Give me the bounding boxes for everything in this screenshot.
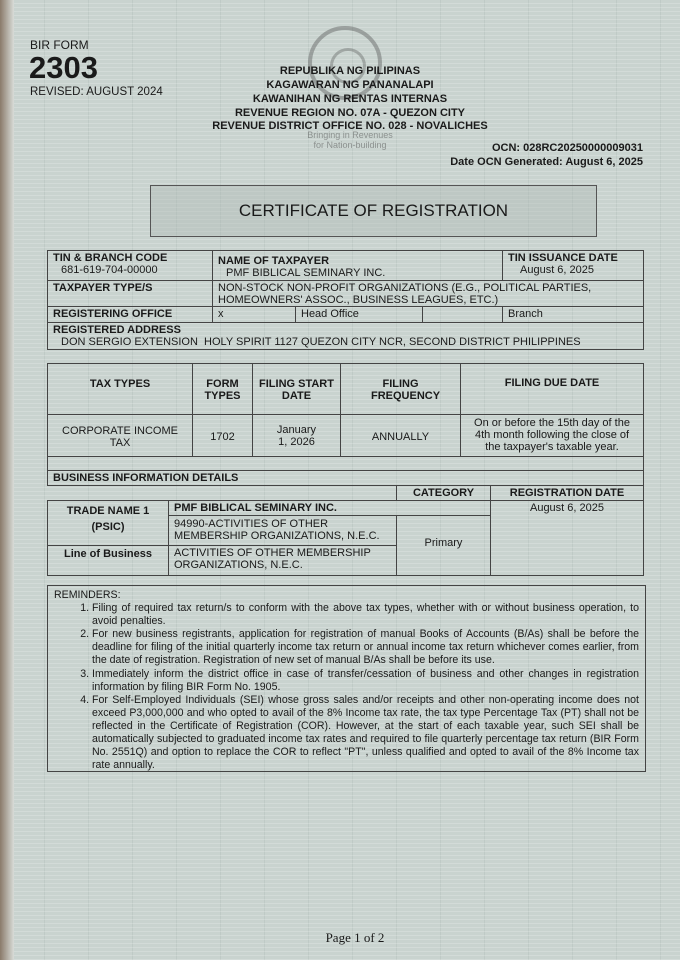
head-office-checkbox: x [212, 306, 296, 323]
motto-line: for Nation-building [313, 140, 387, 150]
form-label: BIR FORM [30, 38, 89, 52]
tin-label: TIN & BRANCH CODE [53, 252, 168, 264]
spacer-row [47, 456, 644, 471]
header-line: REPUBLIKA NG PILIPINAS [279, 65, 421, 77]
paper-edge [0, 0, 14, 960]
tin-cell [47, 250, 213, 281]
name-cell [212, 250, 503, 281]
reminder-item: 4. For Self-Employed Individuals (SEI) whose gross sales and/or receipts and other non-operating income does not exceed P3,000,000 and who opted to avail of the 8% Income tax rate, the tax type Percentage Tax (PT) shall not be reflected in the Certificate of Registration (COR). However, at the start of each taxable year, such SEI shall be automatically subjected to graduated income tax rates and required to file quarterly percentage tax return (BIR Form No. 2551Q) and option to replace the COR to reflect "PT", unless qualified and opted to avail of the 8% Income tax rate annually. [92, 694, 639, 773]
filing-frequency-value: ANNUALLY [340, 414, 461, 457]
filing-start-value: January 1, 2026 [252, 414, 341, 457]
header-line: KAWANIHAN NG RENTAS INTERNAS [252, 93, 448, 105]
col-form-types: FORM TYPES [192, 363, 253, 415]
trade-name-label [47, 500, 169, 546]
col-tax-types: TAX TYPES [47, 363, 193, 415]
col-filing-frequency: FILING FREQUENCY [340, 363, 461, 415]
address-cell [47, 322, 644, 350]
form-type-value: 1702 [192, 414, 253, 457]
trade-name-label-text: TRADE NAME 1 [66, 505, 150, 517]
motto-line: Bringing in Revenues [307, 130, 393, 140]
type-label: TAXPAYER TYPE/S [47, 280, 213, 307]
motto [290, 130, 410, 150]
address-value: DON SERGIO EXTENSION HOLY SPIRIT 1127 QUEZON CITY NCR, SECOND DISTRICT PHILIPPINES [61, 336, 581, 348]
tin-value: 681-619-704-00000 [61, 264, 158, 276]
reg-date-value: August 6, 2025 [490, 500, 644, 576]
page-number: Page 1 of 2 [325, 930, 385, 945]
office-label: REGISTERING OFFICE [47, 306, 213, 323]
reminder-item: 3. Immediately inform the district office in case of transfer/cessation of business and other changes in registration information by filing BIR Form No. 1905. [92, 668, 639, 694]
issuance-cell [502, 250, 644, 281]
name-value: PMF BIBLICAL SEMINARY INC. [226, 267, 386, 279]
ocn-date: Date OCN Generated: August 6, 2025 [450, 156, 643, 168]
category-value: Primary [396, 515, 491, 576]
issuance-value: August 6, 2025 [520, 264, 595, 276]
header-line: REVENUE DISTRICT OFFICE NO. 028 - NOVALICHES [212, 120, 488, 132]
reminder-item: 1. Filing of required tax return/s to conform with the above tax types, whether with or without business operation, to avoid penalties. [92, 602, 639, 628]
lob-value: ACTIVITIES OF OTHER MEMBERSHIP ORGANIZATIONS, N.E.C. [168, 545, 397, 576]
reg-date-label: REGISTRATION DATE [490, 485, 644, 501]
ocn: OCN: 028RC20250000009031 [491, 142, 643, 154]
certificate-title: CERTIFICATE OF REGISTRATION [150, 185, 597, 237]
address-label: REGISTERED ADDRESS [53, 324, 181, 336]
reminders-box [47, 585, 646, 772]
form-number: 2303 [29, 50, 98, 85]
psic-value: 94990-ACTIVITIES OF OTHER MEMBERSHIP ORGANIZATIONS, N.E.C. [168, 515, 397, 546]
business-section-label: BUSINESS INFORMATION DETAILS [47, 470, 644, 486]
category-label: CATEGORY [396, 485, 491, 501]
lob-label: Line of Business [47, 545, 169, 576]
type-value: NON-STOCK NON-PROFIT ORGANIZATIONS (E.G., POLITICAL PARTIES, HOMEOWNERS' ASSOC., BUSINESS LEAGUES, ETC.) [212, 280, 644, 307]
head-office-label: Head Office [295, 306, 423, 323]
header-line: REVENUE REGION NO. 07A - QUEZON CITY [234, 107, 465, 119]
trade-name-value: PMF BIBLICAL SEMINARY INC. [168, 500, 491, 516]
name-label: NAME OF TAXPAYER [218, 255, 330, 267]
col-due-date: FILING DUE DATE [460, 363, 644, 415]
branch-checkbox [422, 306, 503, 323]
col-filing-start: FILING START DATE [252, 363, 341, 415]
tax-type-value: CORPORATE INCOME TAX [47, 414, 193, 457]
header-line: KAGAWARAN NG PANANALAPI [266, 79, 434, 91]
reminder-item: 2. For new business registrants, application for registration of manual Books of Accounts (B/As) shall be before the deadline for filing of the initial quarterly income tax return or annual income tax return whichever comes earlier, from the date of registration. Registration of new set of manual B/As shall be before its use. [92, 628, 639, 667]
form-revised: REVISED: AUGUST 2024 [30, 86, 163, 98]
psic-label: (PSIC) [91, 521, 125, 533]
due-date-value: On or before the 15th day of the 4th month following the close of the taxpayer's taxable year. [460, 414, 644, 457]
branch-label: Branch [502, 306, 644, 323]
reminders-title: REMINDERS: [54, 589, 121, 601]
issuance-label: TIN ISSUANCE DATE [508, 252, 618, 264]
